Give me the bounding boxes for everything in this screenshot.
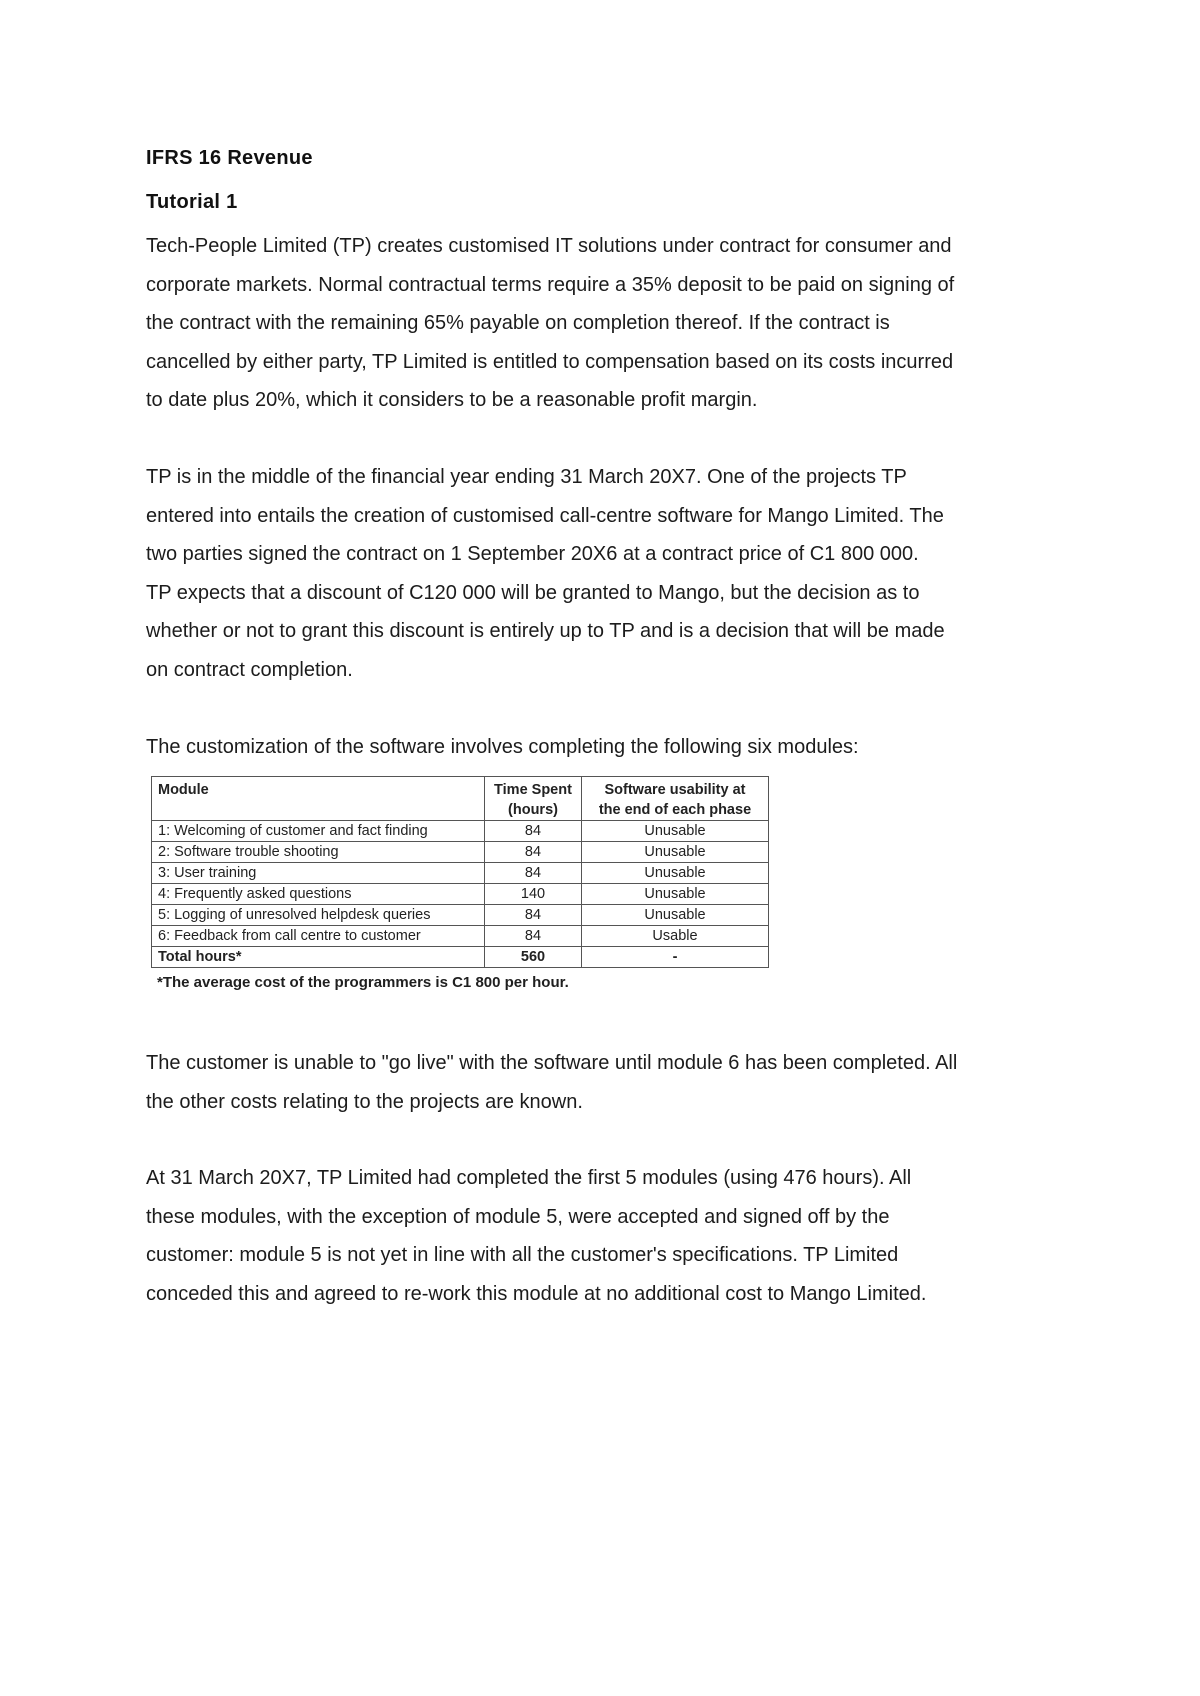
cell-module: 6: Feedback from call centre to customer bbox=[152, 926, 485, 947]
table-row bbox=[152, 842, 769, 863]
cell-time: 84 bbox=[485, 821, 582, 842]
paragraph-line: whether or not to grant this discount is entirely up to TP and is a decision that will be made bbox=[146, 620, 945, 642]
cell-usability: Usable bbox=[582, 926, 769, 947]
paragraph-line: Tech-People Limited (TP) creates customised IT solutions under contract for consumer and bbox=[146, 235, 952, 257]
cell-time: 84 bbox=[485, 926, 582, 947]
header-usability bbox=[582, 777, 769, 821]
cell-module: 2: Software trouble shooting bbox=[152, 842, 485, 863]
cell-usability: Unusable bbox=[582, 842, 769, 863]
paragraph-line: At 31 March 20X7, TP Limited had completed the first 5 modules (using 476 hours). All bbox=[146, 1167, 912, 1189]
header-time-spent bbox=[485, 777, 582, 821]
header-usability-line2: the end of each phase bbox=[598, 802, 752, 818]
paragraph-line: the contract with the remaining 65% payable on completion thereof. If the contract is bbox=[146, 312, 890, 334]
paragraph-project bbox=[146, 458, 1066, 689]
paragraph-modules-intro bbox=[146, 728, 1066, 767]
modules-table bbox=[151, 776, 769, 968]
header-usability-line1: Software usability at bbox=[604, 782, 746, 798]
paragraph-line: corporate markets. Normal contractual terms require a 35% deposit to be paid on signing of bbox=[146, 273, 955, 296]
paragraph-line: The customer is unable to "go live" with the software until module 6 has been completed. All bbox=[146, 1052, 958, 1074]
paragraph-line: customer: module 5 is not yet in line with all the customer's specifications. TP Limited bbox=[146, 1244, 899, 1266]
cell-time: 84 bbox=[485, 842, 582, 863]
paragraph-status bbox=[146, 1159, 1066, 1313]
cell-time: 140 bbox=[485, 884, 582, 905]
header-time-line1: Time Spent bbox=[494, 782, 572, 798]
cell-module: 4: Frequently asked questions bbox=[152, 884, 485, 905]
cell-usability: Unusable bbox=[582, 863, 769, 884]
document-title: IFRS 16 Revenue bbox=[146, 147, 313, 169]
paragraph-line: the other costs relating to the projects are known. bbox=[146, 1090, 583, 1113]
document-subtitle: Tutorial 1 bbox=[146, 191, 238, 213]
table-row bbox=[152, 926, 769, 947]
table-row bbox=[152, 863, 769, 884]
cell-usability: Unusable bbox=[582, 884, 769, 905]
table-row bbox=[152, 905, 769, 926]
paragraph-line: on contract completion. bbox=[146, 658, 353, 681]
paragraph-line: conceded this and agreed to re-work this module at no additional cost to Mango Limited. bbox=[146, 1282, 927, 1305]
paragraph-line: cancelled by either party, TP Limited is entitled to compensation based on its costs incurred bbox=[146, 350, 954, 373]
table-footnote: *The average cost of the programmers is C1 800 per hour. bbox=[157, 974, 569, 991]
table-row bbox=[152, 821, 769, 842]
paragraph-line: entered into entails the creation of customised call-centre software for Mango Limited. The bbox=[146, 504, 944, 527]
cell-time: 84 bbox=[485, 863, 582, 884]
cell-module: 1: Welcoming of customer and fact finding bbox=[152, 821, 485, 842]
cell-usability: Unusable bbox=[582, 905, 769, 926]
paragraph-line: two parties signed the contract on 1 September 20X6 at a contract price of C1 800 000. bbox=[146, 543, 919, 565]
paragraph-line: TP is in the middle of the financial year ending 31 March 20X7. One of the projects TP bbox=[146, 466, 907, 488]
paragraph-line: TP expects that a discount of C120 000 will be granted to Mango, but the decision as to bbox=[146, 581, 920, 604]
paragraph-intro bbox=[146, 227, 1066, 420]
paragraph-line: to date plus 20%, which it considers to be a reasonable profit margin. bbox=[146, 389, 758, 411]
paragraph-go-live bbox=[146, 1044, 1066, 1121]
cell-module: 3: User training bbox=[152, 863, 485, 884]
cell-total-time: 560 bbox=[485, 947, 582, 968]
cell-total-usability: - bbox=[582, 947, 769, 968]
table-header-row bbox=[152, 777, 769, 821]
cell-time: 84 bbox=[485, 905, 582, 926]
table-row bbox=[152, 884, 769, 905]
cell-usability: Unusable bbox=[582, 821, 769, 842]
header-module: Module bbox=[152, 777, 485, 821]
paragraph-line: these modules, with the exception of module 5, were accepted and signed off by the bbox=[146, 1205, 890, 1228]
table-total-row bbox=[152, 947, 769, 968]
modules-table-figure bbox=[151, 776, 771, 991]
paragraph-line: The customization of the software involves completing the following six modules: bbox=[146, 736, 859, 758]
cell-total-label: Total hours* bbox=[152, 947, 485, 968]
header-time-line2: (hours) bbox=[508, 802, 558, 818]
cell-module: 5: Logging of unresolved helpdesk queries bbox=[152, 905, 485, 926]
